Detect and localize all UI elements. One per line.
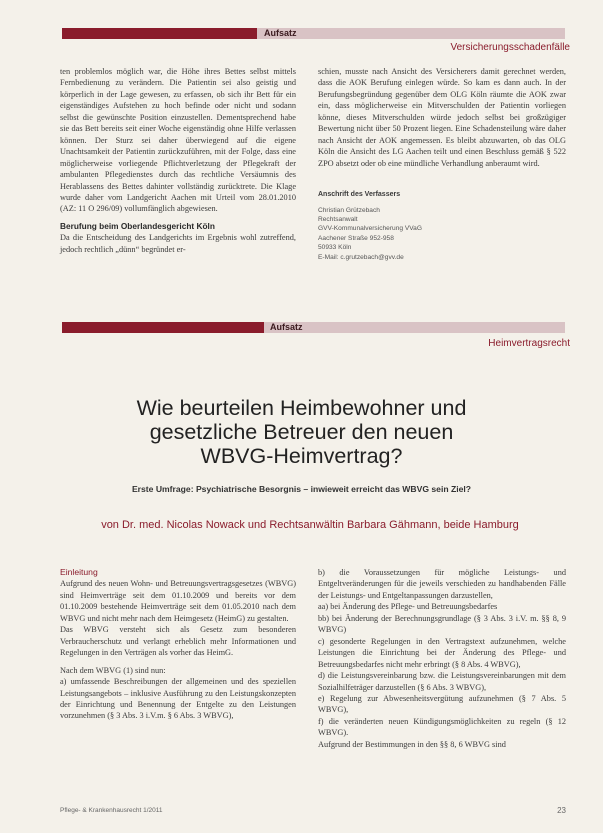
mid-header-bar-left — [62, 322, 264, 333]
article-title — [40, 396, 563, 468]
mid-header-tag: Aufsatz — [270, 322, 303, 332]
article-paragraph: Das WBVG versteht sich als Gesetz zum besonderen Verbraucherschutz und verlangt erheblich mehr Informationen und Regelungen in den Verträgen als vorher das HeimG. — [60, 625, 296, 658]
author-line: Rechtsanwalt — [318, 215, 358, 223]
page-number: 23 — [557, 806, 566, 815]
article-byline: von Dr. med. Nicolas Nowack und Rechtsanwältin Barbara Gähmann, beide Hamburg — [101, 519, 519, 531]
prev-left-after-subhead: Da die Entscheidung des Landgerichts im Ergebnis wohl zutreffend, jedoch rechtlich „dünn“ begründet er- — [60, 233, 296, 254]
article-paragraph: Aufgrund des neuen Wohn- und Betreuungsvertragsgesetzes (WBVG) sind Heimverträge seit dem 01.10.2009 und bereits vor dem 01.10.2009 bestehende Heimverträge seit dem 01.05.2010 nach dem WBVG und nicht mehr nach dem Heimgesetz (HeimG) zu gestalten. — [60, 579, 296, 623]
title-line: Wie beurteilen Heimbewohner und — [136, 396, 467, 420]
author-line: Aachener Straße 952-958 — [318, 234, 394, 242]
article-paragraph: aa) bei Änderung des Pflege- und Betreuungsbedarfes — [318, 602, 498, 612]
article-subtitle: Erste Umfrage: Psychiatrische Besorgnis – inwieweit erreicht das WBVG sein Ziel? — [131, 484, 472, 494]
article-right-column — [318, 567, 566, 750]
header-bar-left — [62, 28, 257, 39]
article-paragraph: b) die Voraussetzungen für mögliche Leistungs- und Entgeltveränderungen für die jeweils verschieden zu handhabenden Fälle der Leistungs- und Entgeltanpassungen darzustellen, — [318, 568, 566, 600]
author-line: 50933 Köln — [318, 244, 352, 252]
article-paragraph: f) die veränderten neuen Kündigungsmöglichkeiten zu regeln (§ 12 WBVG). — [318, 716, 566, 738]
article-left-column — [60, 567, 296, 722]
prev-right-paragraph: schien, musste nach Ansicht des Versicherers damit gerechnet werden, dass die AOK Berufung einlegen würde. So kam es dann auch. In der Berufungsbegründung gegenüber dem OLG Köln räumte die AOK zwar ein, dass möglicherweise ein Mitverschulden der Patientin vorliegen könne, dieses Mitverschulden würde jedoch selbst bei großzügiger Bewertung nicht über 50 Prozent liegen. Eine Schadensteilung wäre daher nach Ansicht der AOK angemessen. Es bleibt abzuwarten, ob das OLG Köln die Ansicht des LG Aachen teilt und einen Beschluss gemäß § 522 ZPO absetzt oder ob eine mündliche Verhandlung anberaumt wird. — [318, 67, 566, 168]
prev-left-subhead: Berufung beim Oberlandesgericht Köln — [60, 220, 215, 231]
header-section: Versicherungsschadenfälle — [450, 42, 570, 53]
article-paragraph: Nach dem WBVG (1) sind nun: — [60, 665, 166, 675]
author-line: E-Mail: c.grutzebach@gvv.de — [318, 253, 404, 261]
prev-left-paragraph: ten problemlos möglich war, die Höhe ihres Bettes selbst mittels Fernbedienung zu verändern. Die Patientin sei also geistig und körperlich in der Lage gewesen, zu erfassen, ob sich ihr Bett für ein eigenständiges Aufstehen zu hoch befinde oder nicht und sodann selbst die gewünschte Position einzustellen. Dementsprechend habe sie das Bett bereits seit einer Woche eigenständig ohne Hilfe verlassen können. Der Sturz sei daher überwiegend auf die eigene Unachtsamkeit der Patientin zurückzuführen, mit der Folge, dass eine möglicherweise vorliegende Pflichtverletzung der Pflegekraft der ambulanten Pflegedienstes durch das rechtliche Versäumnis des Herablassens des Bettes dahinter vollständig zurücktrete. Die Klage wurde daher vom Landgericht Aachen mit Urteil vom 28.01.2010 (AZ: 11 O 296/09) vollumfänglich abgewiesen. — [60, 67, 296, 214]
section-heading: Einleitung — [60, 567, 98, 577]
title-line: gesetzliche Betreuer den neuen — [149, 420, 454, 444]
article-paragraph: Aufgrund der Bestimmungen in den §§ 8, 6 WBVG sind — [318, 739, 506, 749]
article-paragraph: e) Regelung zur Abwesenheitsvergütung aufzunehmen (§ 7 Abs. 5 WBVG), — [318, 693, 566, 715]
prev-article-right-column — [318, 66, 566, 262]
header-tag: Aufsatz — [264, 28, 297, 38]
author-line: GVV-Kommunalversicherung VVaG — [318, 225, 422, 233]
header-bar-right — [257, 28, 565, 39]
article-paragraph: c) gesonderte Regelungen in den Vertragstext aufzunehmen, welche Leistungen die Einrichtung bei der Änderung des Pflege- und Betreuungsbedarfes nicht mehr erbringt (§ 8 Abs. 4 WBVG), — [318, 636, 566, 669]
article-paragraph: bb) bei Änderung der Berechnungsgrundlage (§ 3 Abs. 3 i.V. m. §§ 8, 9 WBVG) — [318, 613, 566, 635]
author-line: Christian Grützebach — [318, 206, 380, 214]
article-paragraph: a) umfassende Beschreibungen der allgemeinen und des speziellen Leistungsangebots – inklusive Ausführung zu den Leistungskonzepten der Einrichtung und Benennung der Entgelte zu den Leistungen vorzunehmen (§ 3 Abs. 3 i.V.m. § 6 Abs. 3 WBVG), — [60, 677, 296, 721]
author-address — [318, 206, 566, 262]
footer-journal: Pflege- & Krankenhausrecht 1/2011 — [60, 807, 163, 814]
mid-header-section: Heimvertragsrecht — [488, 338, 570, 349]
prev-article-left-column — [60, 66, 296, 255]
mid-header-bar-right — [264, 322, 565, 333]
author-heading: Anschrift des Verfassers — [318, 191, 401, 199]
title-line: WBVG-Heimvertrag? — [200, 444, 403, 468]
article-paragraph: d) die Leistungsvereinbarung bzw. die Leistungsvereinbarungen mit dem Sozialhilfeträger darzustellen (§ 6 Abs. 3 WBVG), — [318, 671, 566, 692]
